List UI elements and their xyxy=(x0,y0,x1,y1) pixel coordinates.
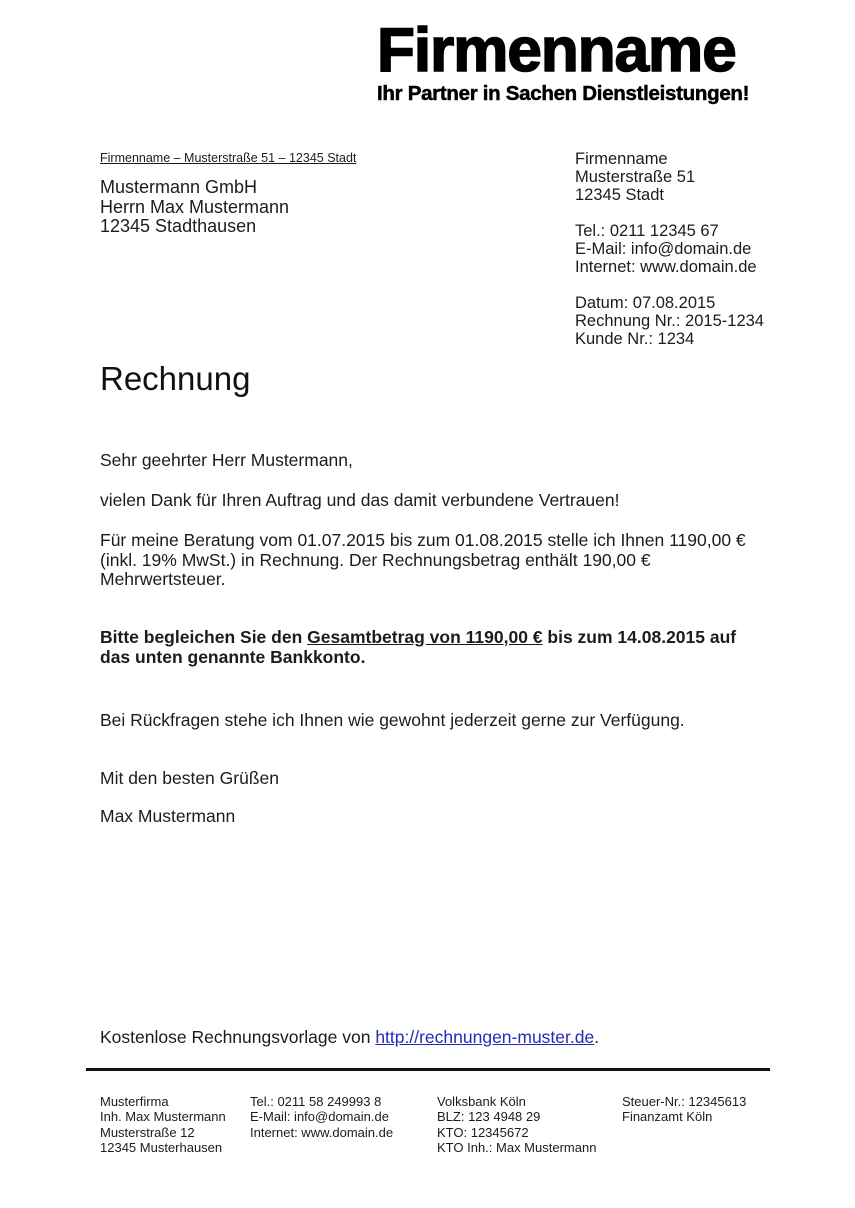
footer-email-line: E-Mail: info@domain.de xyxy=(250,1109,389,1125)
footer-company-name: Musterfirma xyxy=(100,1094,169,1109)
company-tagline: Ihr Partner in Sachen Dienstleistungen! xyxy=(377,81,750,105)
footer-bank-name: Volksbank Köln xyxy=(437,1094,526,1109)
payment-request-line xyxy=(100,628,780,648)
sender-return-address-line: Firmenname – Musterstraße 51 – 12345 Stadt xyxy=(100,151,357,165)
recipient-city: 12345 Stadthausen xyxy=(100,216,257,236)
company-address-line: 12345 Stadt xyxy=(575,186,664,204)
salutation: Sehr geehrter Herr Mustermann, xyxy=(100,450,353,470)
template-credit-note xyxy=(100,1027,599,1048)
invoice-amount-line: Mehrwertsteuer. xyxy=(100,569,226,589)
letterhead-logo xyxy=(377,16,767,106)
company-phone-line: Tel.: 0211 12345 67 xyxy=(575,222,719,240)
customer-number-line: Kunde Nr.: 1234 xyxy=(575,330,695,348)
template-credit-suffix: . xyxy=(594,1027,600,1047)
closing-line: Mit den besten Grüßen xyxy=(100,768,279,788)
company-name-logo: Firmenname xyxy=(377,16,736,85)
invoice-amount-line: (inkl. 19% MwSt.) in Rechnung. Der Rechnungsbetrag enthält 190,00 € xyxy=(100,549,651,570)
company-address-line: Musterstraße 51 xyxy=(575,168,696,186)
company-email-line: E-Mail: info@domain.de xyxy=(575,240,752,258)
payment-request-post: bis zum 14.08.2015 auf xyxy=(542,627,737,647)
company-website-line: Internet: www.domain.de xyxy=(575,258,757,276)
invoice-amount-line: Für meine Beratung vom 01.07.2015 bis zum 01.08.2015 stelle ich Ihnen 1190,00 € xyxy=(100,530,746,550)
footer-col-company xyxy=(100,1094,226,1156)
recipient-address-block xyxy=(100,178,289,237)
footer-col-bank xyxy=(437,1094,596,1156)
payment-amount-underlined: Gesamtbetrag von 1190,00 € xyxy=(307,627,543,647)
company-contact-group xyxy=(575,222,764,276)
invoice-amount-paragraph xyxy=(100,531,780,590)
footer-website-line: Internet: www.domain.de xyxy=(250,1124,394,1140)
template-credit-link[interactable]: http://rechnungen-muster.de xyxy=(375,1027,595,1047)
payment-request-line: das unten genannte Bankkonto. xyxy=(100,646,366,667)
footer-company-street: Musterstraße 12 xyxy=(100,1124,195,1140)
payment-request-paragraph xyxy=(100,628,780,667)
footer-tax-office: Finanzamt Köln xyxy=(622,1109,713,1125)
footer-col-tax xyxy=(622,1094,746,1125)
company-address-line: Firmenname xyxy=(575,150,668,168)
footer-bank-holder: KTO Inh.: Max Mustermann xyxy=(437,1140,597,1156)
invoice-meta-group xyxy=(575,294,764,348)
questions-line: Bei Rückfragen stehe ich Ihnen wie gewohnt jederzeit gerne zur Verfügung. xyxy=(100,710,685,730)
footer-col-contact xyxy=(250,1094,393,1140)
recipient-company: Mustermann GmbH xyxy=(100,177,258,197)
letter-body xyxy=(100,451,780,827)
payment-request-pre: Bitte begleichen Sie den xyxy=(100,627,308,647)
footer-company-owner: Inh. Max Mustermann xyxy=(100,1109,226,1125)
footer-bank-account: KTO: 12345672 xyxy=(437,1124,529,1140)
footer-bank-blz: BLZ: 123 4948 29 xyxy=(437,1109,541,1125)
company-address-group xyxy=(575,150,764,204)
signature-name: Max Mustermann xyxy=(100,806,236,826)
thanks-line: vielen Dank für Ihren Auftrag und das damit verbundene Vertrauen! xyxy=(100,490,620,510)
footer-company-city: 12345 Musterhausen xyxy=(100,1140,223,1156)
footer-phone-line: Tel.: 0211 58 249993 8 xyxy=(250,1094,382,1109)
recipient-name: Herrn Max Mustermann xyxy=(100,196,290,217)
template-credit-text: Kostenlose Rechnungsvorlage von xyxy=(100,1027,376,1047)
invoice-title: Rechnung xyxy=(100,360,251,397)
invoice-date-line: Datum: 07.08.2015 xyxy=(575,294,716,312)
footer-tax-number: Steuer-Nr.: 12345613 xyxy=(622,1094,747,1109)
invoice-number-line: Rechnung Nr.: 2015-1234 xyxy=(575,312,764,330)
company-info-block xyxy=(575,150,764,366)
footer-divider xyxy=(86,1068,770,1071)
